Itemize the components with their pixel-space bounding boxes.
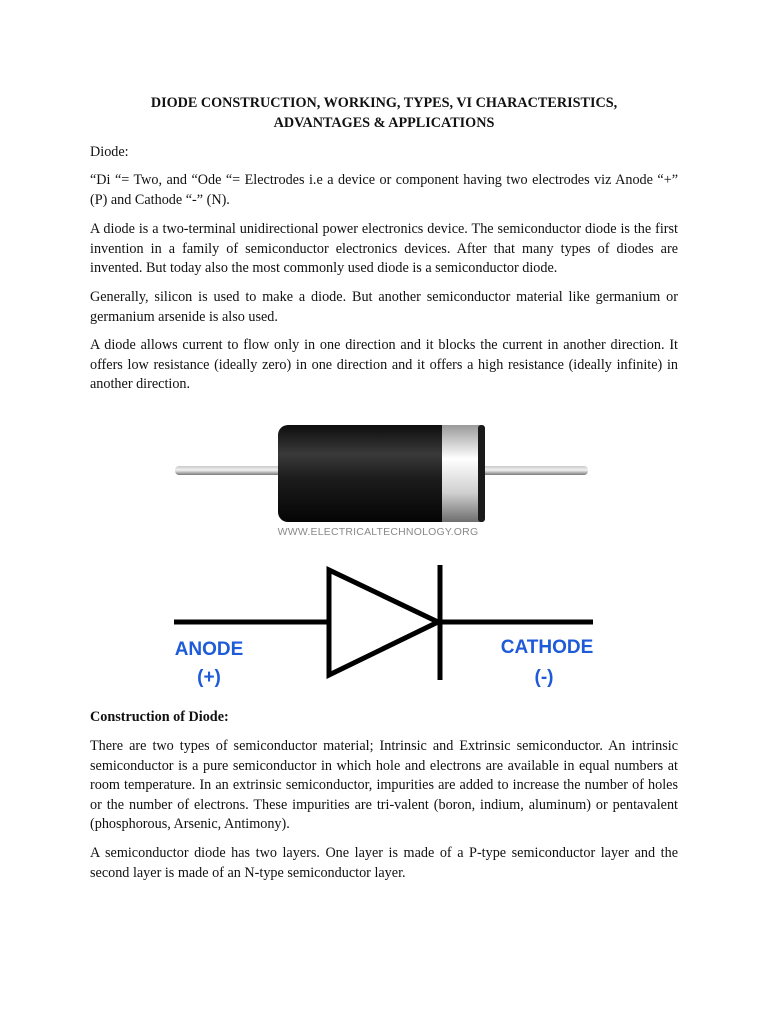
anode-sign: (+): [197, 667, 221, 688]
document-title: [90, 93, 678, 133]
diode-triangle: [329, 570, 438, 675]
diode-lead-left: [175, 466, 285, 475]
anode-label: ANODE: [174, 639, 244, 660]
diode-end-cap: [478, 425, 485, 522]
title-line-1: DIODE CONSTRUCTION, WORKING, TYPES, VI CHARACTERISTICS,: [150, 95, 618, 111]
diode-cathode-band: [442, 425, 482, 522]
diode-lead-right: [480, 466, 588, 475]
diode-symbol-diagram: [0, 560, 768, 690]
construction-heading: Construction of Diode:: [90, 709, 229, 725]
cathode-label: CATHODE: [500, 637, 594, 658]
watermark-text: WWW.ELECTRICALTECHNOLOGY.ORG: [277, 526, 479, 538]
paragraph-semiconductor-types: There are two types of semiconductor material; Intrinsic and Extrinsic semiconductor. An intrinsic semiconductor is a pure semiconductor in which hole and electrons are available in equal numbers at room temperature. In an extrinsic semiconductor, impurities are added to increase the number of holes or the number of electrons. These impurities are tri-valent (boron, indium, aluminum) or pentavalent (phosphorous, Arsenic, Antimony).: [90, 738, 678, 832]
diode-label: Diode:: [90, 144, 129, 160]
paragraph-etymology: “Di “= Two, and “Ode “= Electrodes i.e a device or component having two electrodes viz Anode “+” (P) and Cathode “-” (N).: [90, 172, 678, 208]
paragraph-current-flow: A diode allows current to flow only in one direction and it blocks the current in another direction. It offers low resistance (ideally zero) in one direction and it offers a high resistance (ideally infinite) in another direction.: [90, 337, 678, 392]
paragraph-diode-layers: A semiconductor diode has two layers. One layer is made of a P-type semiconductor layer and the second layer is made of an N-type semiconductor layer.: [90, 845, 678, 881]
cathode-sign: (-): [534, 667, 554, 688]
title-line-2: ADVANTAGES & APPLICATIONS: [273, 115, 495, 131]
paragraph-definition: A diode is a two-terminal unidirectional power electronics device. The semiconductor diode is the first invention in a family of semiconductor electronics devices. After that many types of diodes are invented. But today also the most commonly used diode is a semiconductor diode.: [90, 221, 678, 276]
diode-component-image: [0, 415, 768, 545]
paragraph-materials: Generally, silicon is used to make a diode. But another semiconductor material like germanium or germanium arsenide is also used.: [90, 289, 678, 325]
